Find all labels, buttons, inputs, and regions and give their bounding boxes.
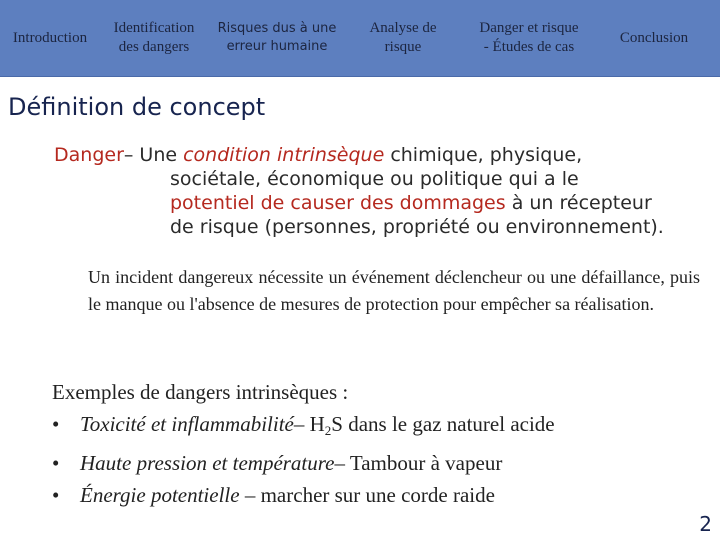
example-italic: Énergie potentielle <box>80 483 240 507</box>
definition-potential: potentiel de causer des dommages <box>170 192 506 214</box>
definition-line-4: de risque (personnes, propriété ou environnement). <box>170 216 664 238</box>
definition-dash: – Une <box>123 144 184 166</box>
nav-label-line2: - Études de cas <box>483 39 575 55</box>
nav-conclusion[interactable] <box>602 0 706 76</box>
nav-label-line2: des dangers <box>118 39 190 55</box>
example-italic: Toxicité et inflammabilité <box>80 412 294 436</box>
nav-introduction[interactable] <box>0 0 100 76</box>
definition-line-1 <box>54 143 714 167</box>
nav-label-line1: Identification <box>113 20 195 36</box>
example-subscript: 2 <box>324 423 332 438</box>
definition-line-2: sociétale, économique ou politique qui a le <box>170 168 579 190</box>
bullet: • <box>52 483 60 507</box>
definition-line1-rest: chimique, physique, <box>384 144 583 166</box>
nav-analyse-risque[interactable] <box>348 0 458 76</box>
definition-line-3 <box>54 191 714 215</box>
example-text-pre: – H <box>293 412 325 436</box>
list-item <box>52 447 712 479</box>
nav-danger-risque-etudes[interactable] <box>462 0 596 76</box>
page-number: 2 <box>699 512 712 536</box>
list-item <box>52 408 712 447</box>
bullet: • <box>52 451 60 475</box>
nav-label-line1: Analyse de <box>369 20 437 36</box>
example-text-post: S dans le gaz naturel acide <box>331 412 555 436</box>
example-italic: Haute pression et température <box>80 451 335 475</box>
example-text: – marcher sur une corde raide <box>239 483 495 507</box>
nav-label-line2: erreur humaine <box>226 39 328 54</box>
danger-definition <box>54 143 714 239</box>
nav-label: Conclusion <box>619 29 689 46</box>
bullet: • <box>52 412 60 436</box>
nav-label-line1: Danger et risque <box>479 20 579 36</box>
examples-list <box>52 408 712 511</box>
list-item <box>52 479 712 511</box>
definition-term: Danger <box>54 144 124 166</box>
nav-label-line2: risque <box>384 39 422 55</box>
incident-paragraph: Un incident dangereux nécessite un événement déclencheur ou une défaillance, puis le manque ou l'absence de mesures de protection pour empêcher sa réalisation. <box>88 267 700 314</box>
definition-line3-rest: à un récepteur <box>505 192 652 214</box>
nav-risques-erreur-humaine[interactable] <box>212 0 342 76</box>
nav-label: Introduction <box>12 29 88 46</box>
nav-identification-dangers[interactable] <box>100 0 208 76</box>
example-text: – Tambour à vapeur <box>334 451 503 475</box>
top-navigation-bar <box>0 0 720 77</box>
slide-heading: Définition de concept <box>8 93 266 121</box>
examples-intro: Exemples de dangers intrinsèques : <box>52 380 349 404</box>
nav-label-line1: Risques dus à une <box>217 21 337 36</box>
examples-section <box>52 376 712 511</box>
definition-condition: condition intrinsèque <box>183 144 385 166</box>
